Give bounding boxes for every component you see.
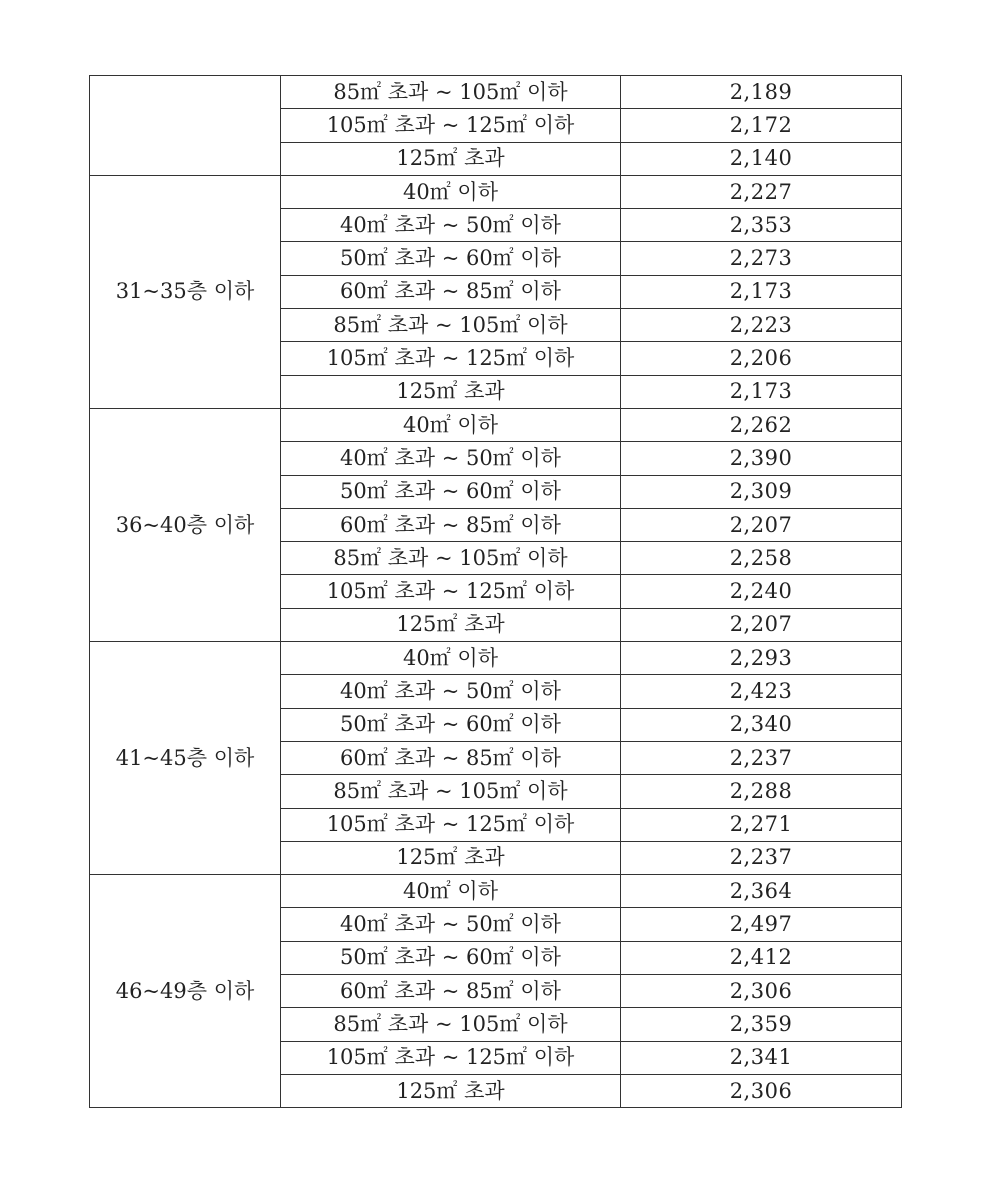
floor-range-cell: 31~35층 이하 [90, 175, 281, 408]
value-cell: 2,423 [621, 675, 902, 708]
floor-range-cell: 46~49층 이하 [90, 875, 281, 1108]
value-cell: 2,271 [621, 808, 902, 841]
area-range-cell: 40㎡ 초과 ~ 50㎡ 이하 [281, 908, 621, 941]
value-cell: 2,240 [621, 575, 902, 608]
area-range-cell: 85㎡ 초과 ~ 105㎡ 이하 [281, 1008, 621, 1041]
area-range-cell: 60㎡ 초과 ~ 85㎡ 이하 [281, 741, 621, 774]
value-cell: 2,207 [621, 508, 902, 541]
value-cell: 2,359 [621, 1008, 902, 1041]
floor-range-cell: 36~40층 이하 [90, 408, 281, 641]
value-cell: 2,497 [621, 908, 902, 941]
area-range-cell: 50㎡ 초과 ~ 60㎡ 이하 [281, 242, 621, 275]
value-cell: 2,306 [621, 1074, 902, 1107]
value-cell: 2,206 [621, 342, 902, 375]
table-row [90, 76, 902, 109]
table-row [90, 642, 902, 675]
area-range-cell: 85㎡ 초과 ~ 105㎡ 이하 [281, 309, 621, 342]
area-range-cell: 60㎡ 초과 ~ 85㎡ 이하 [281, 975, 621, 1008]
area-range-cell: 60㎡ 초과 ~ 85㎡ 이하 [281, 275, 621, 308]
area-range-cell: 50㎡ 초과 ~ 60㎡ 이하 [281, 941, 621, 974]
value-cell: 2,189 [621, 76, 902, 109]
value-cell: 2,227 [621, 175, 902, 208]
area-range-cell: 85㎡ 초과 ~ 105㎡ 이하 [281, 76, 621, 109]
area-range-cell: 125㎡ 초과 [281, 375, 621, 408]
value-cell: 2,223 [621, 309, 902, 342]
value-cell: 2,237 [621, 841, 902, 874]
value-cell: 2,364 [621, 875, 902, 908]
area-range-cell: 40㎡ 이하 [281, 175, 621, 208]
value-cell: 2,293 [621, 642, 902, 675]
floor-range-cell [90, 76, 281, 176]
value-cell: 2,172 [621, 109, 902, 142]
table-body [90, 76, 902, 1108]
value-cell: 2,288 [621, 775, 902, 808]
area-range-cell: 85㎡ 초과 ~ 105㎡ 이하 [281, 542, 621, 575]
area-range-cell: 105㎡ 초과 ~ 125㎡ 이하 [281, 342, 621, 375]
value-cell: 2,340 [621, 708, 902, 741]
value-cell: 2,412 [621, 941, 902, 974]
value-cell: 2,273 [621, 242, 902, 275]
area-range-cell: 125㎡ 초과 [281, 841, 621, 874]
table-row [90, 875, 902, 908]
value-cell: 2,341 [621, 1041, 902, 1074]
area-range-cell: 105㎡ 초과 ~ 125㎡ 이하 [281, 109, 621, 142]
area-range-cell: 105㎡ 초과 ~ 125㎡ 이하 [281, 1041, 621, 1074]
area-range-cell: 50㎡ 초과 ~ 60㎡ 이하 [281, 708, 621, 741]
area-range-cell: 105㎡ 초과 ~ 125㎡ 이하 [281, 808, 621, 841]
area-range-cell: 40㎡ 이하 [281, 642, 621, 675]
table-row [90, 408, 902, 441]
area-range-cell: 125㎡ 초과 [281, 608, 621, 641]
area-range-cell: 40㎡ 초과 ~ 50㎡ 이하 [281, 442, 621, 475]
table-row [90, 175, 902, 208]
value-cell: 2,207 [621, 608, 902, 641]
value-cell: 2,262 [621, 408, 902, 441]
area-range-cell: 40㎡ 초과 ~ 50㎡ 이하 [281, 675, 621, 708]
value-cell: 2,140 [621, 142, 902, 175]
value-cell: 2,353 [621, 209, 902, 242]
floor-range-cell: 41~45층 이하 [90, 642, 281, 875]
value-cell: 2,173 [621, 375, 902, 408]
area-range-cell: 60㎡ 초과 ~ 85㎡ 이하 [281, 508, 621, 541]
area-range-cell: 125㎡ 초과 [281, 1074, 621, 1107]
value-cell: 2,306 [621, 975, 902, 1008]
value-cell: 2,237 [621, 741, 902, 774]
value-cell: 2,173 [621, 275, 902, 308]
area-range-cell: 40㎡ 초과 ~ 50㎡ 이하 [281, 209, 621, 242]
area-range-cell: 125㎡ 초과 [281, 142, 621, 175]
value-cell: 2,258 [621, 542, 902, 575]
area-range-cell: 50㎡ 초과 ~ 60㎡ 이하 [281, 475, 621, 508]
value-cell: 2,390 [621, 442, 902, 475]
area-range-cell: 40㎡ 이하 [281, 875, 621, 908]
value-cell: 2,309 [621, 475, 902, 508]
area-range-cell: 105㎡ 초과 ~ 125㎡ 이하 [281, 575, 621, 608]
area-range-cell: 85㎡ 초과 ~ 105㎡ 이하 [281, 775, 621, 808]
area-range-cell: 40㎡ 이하 [281, 408, 621, 441]
cost-table [89, 75, 902, 1108]
